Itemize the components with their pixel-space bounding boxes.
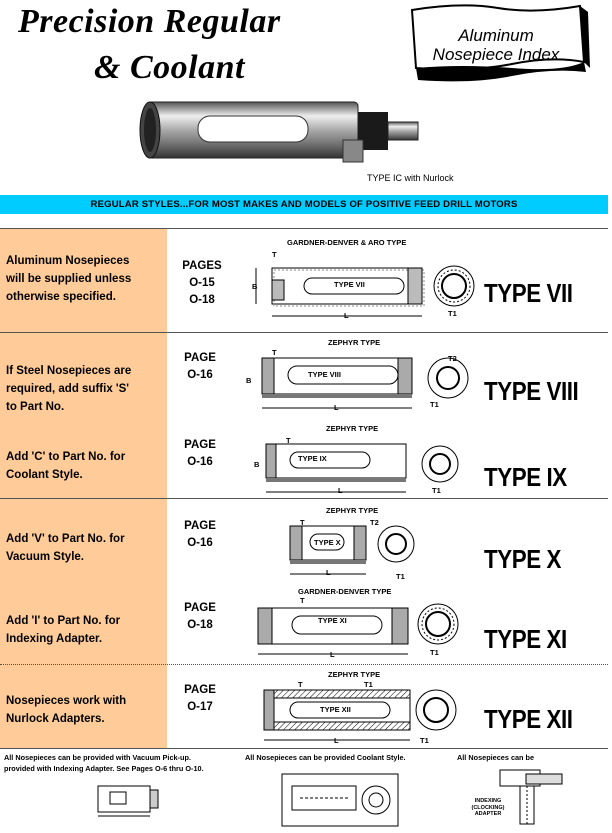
divider [0,748,608,749]
pages-label: PAGE [184,352,216,364]
dim-t1: T1 [396,572,405,581]
dim-t: T [300,596,305,605]
note-line: Add 'V' to Part No. for [6,533,125,545]
footer-indexing-note: provided with Indexing Adapter. See Pages O-6 thru O-10. [4,764,204,773]
dim-b: B [254,460,260,469]
note-line: Coolant Style. [6,469,83,481]
dim-t1: T1 [420,736,429,745]
note-line: otherwise specified. [6,291,116,303]
notes-column [0,228,167,748]
type-viii-label: TYPE VIII [484,376,579,406]
note-line: Nurlock Adapters. [6,713,105,725]
diagram-label: TYPE VII [334,280,365,289]
footer-right-note: All Nosepieces can be [457,753,535,762]
page-number: O-15 [189,277,215,289]
pages-label: PAGES [182,260,222,272]
note-line: Add 'C' to Part No. for [6,451,126,463]
label-line: INDEXING [474,798,502,804]
footer-vacuum-note: All Nosepieces can be provided with Vacuum Pick-up. [4,753,191,762]
note-line: Aluminum Nosepieces [6,255,130,267]
note-line: to Part No. [6,401,65,413]
dim-l: L [330,650,335,659]
type-viii-diagram [248,348,480,418]
dim-l: L [338,486,343,495]
type-ix-diagram [250,434,476,500]
dim-t1-top: T1 [364,680,373,689]
page-number: O-18 [189,294,215,306]
pages-label: PAGE [184,520,216,532]
note-line: Indexing Adapter. [6,633,103,645]
pages-type-ix [160,437,240,471]
pages-label: PAGE [184,602,216,614]
band-text: REGULAR STYLES...FOR MOST MAKES AND MODELS OF POSITIVE FEED DRILL MOTORS [90,199,518,210]
note-steel [6,362,164,416]
note-line: If Steel Nosepieces are [6,365,132,377]
footer-coolant-note: All Nosepieces can be provided Coolant Style. [245,753,406,762]
pages-type-x [160,518,240,552]
divider [0,332,608,333]
note-line: Vacuum Style. [6,551,84,563]
page-number: O-16 [187,369,213,381]
dim-t1: T1 [432,486,441,495]
type-xi-label: TYPE XI [484,624,567,654]
dim-t2: T2 [370,518,379,527]
note-indexing [6,612,164,648]
banner-line-2: Nosepiece Index [432,45,560,64]
diagram-label: TYPE X [314,538,341,547]
dim-b: B [252,282,258,291]
dim-t: T [272,348,277,357]
type-xi-diagram [248,596,474,664]
label-line: ADAPTER [474,811,502,817]
type-xii-label: TYPE XII [484,704,573,734]
banner-text [402,26,590,64]
pages-type-viii [160,350,240,384]
title-line-2: & Coolant [94,49,245,86]
indexing-adapter-label [470,798,506,818]
pages-type-vii [162,258,242,309]
dim-l: L [326,568,331,577]
dim-l: L [344,311,349,320]
page-number: O-16 [187,537,213,549]
note-line: will be supplied unless [6,273,132,285]
diagram-label: TYPE XI [318,616,347,625]
note-line: Add 'I' to Part No. for [6,615,121,627]
note-vacuum [6,530,164,566]
diagram-title: ZEPHYR TYPE [326,506,379,515]
type-ix-label: TYPE IX [484,462,567,492]
dim-t: T [298,680,303,689]
type-x-label: TYPE X [484,544,561,574]
page-number: O-18 [187,619,213,631]
note-line: Nosepieces work with [6,695,127,707]
divider [0,664,608,665]
title-line-1: Precision Regular [18,3,281,40]
dim-t2: T2 [448,354,457,363]
photo-caption: TYPE IC with Nurlock [367,173,454,183]
dim-t: T [272,250,277,259]
diagram-label: TYPE XII [320,705,351,714]
pages-type-xii [160,682,240,716]
divider [0,228,608,229]
diagram-title: GARDNER-DENVER & ARO TYPE [287,238,407,247]
page-number: O-17 [187,701,213,713]
dim-l: L [334,403,339,412]
type-xii-diagram [250,678,476,748]
page-number: O-16 [187,456,213,468]
coolant-style-drawing [280,772,400,828]
note-coolant [6,448,164,484]
note-line: required, add suffix 'S' [6,383,130,395]
indexing-adapter-drawing [496,766,566,828]
dim-b: B [246,376,252,385]
diagram-title: ZEPHYR TYPE [328,670,381,679]
dim-l: L [334,736,339,745]
vacuum-pickup-drawing [96,776,160,826]
diagram-label: TYPE IX [298,454,327,463]
pages-label: PAGE [184,439,216,451]
dim-t1: T1 [448,309,457,318]
dim-t1: T1 [430,648,439,657]
diagram-title: ZEPHYR TYPE [328,338,381,347]
dim-t: T [286,436,291,445]
banner-line-1: Aluminum [458,26,534,45]
label-line: (CLOCKING) [471,804,505,811]
diagram-label: TYPE VIII [308,370,341,379]
note-nurlock [6,692,164,728]
dim-t: T [300,518,305,527]
type-vii-label: TYPE VII [484,278,573,308]
note-aluminum [6,252,164,306]
pages-label: PAGE [184,684,216,696]
nosepiece-photo [138,90,423,174]
dim-t1: T1 [430,400,439,409]
diagram-title: GARDNER-DENVER TYPE [298,587,392,596]
diagram-title: ZEPHYR TYPE [326,424,379,433]
pages-type-xi [160,600,240,634]
